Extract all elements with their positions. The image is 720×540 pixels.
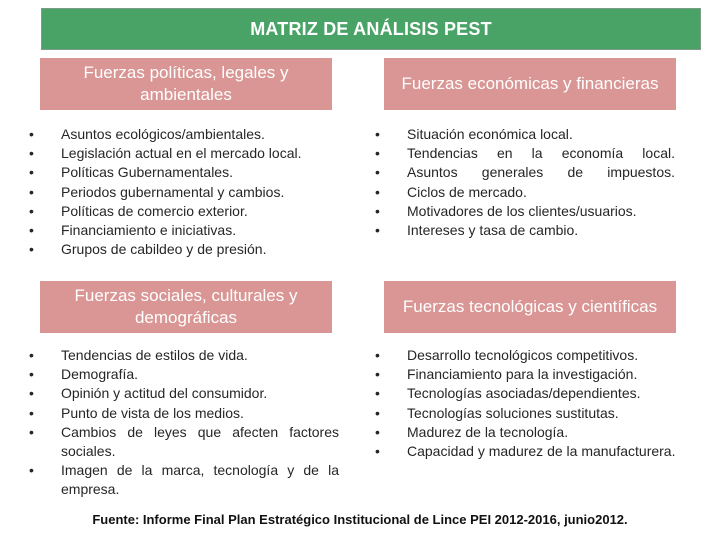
list-item: • Financiamiento e iniciativas. bbox=[29, 221, 339, 240]
list-item: • Asuntos ecológicos/ambientales. bbox=[29, 125, 339, 144]
bullet-icon: • bbox=[29, 241, 34, 258]
list-political-forces bbox=[29, 125, 339, 259]
bullet-icon: • bbox=[375, 164, 380, 181]
list-item: • Financiamiento para la investigación. bbox=[375, 365, 680, 384]
list-item: • Punto de vista de los medios. bbox=[29, 404, 339, 423]
list-item: • Motivadores de los clientes/usuarios. bbox=[375, 202, 675, 221]
bullet-icon: • bbox=[375, 222, 380, 239]
list-item: • Tendencias de estilos de vida. bbox=[29, 346, 339, 365]
list-item: • Ciclos de mercado. bbox=[375, 183, 675, 202]
list-item: • Demografía. bbox=[29, 365, 339, 384]
header-economic-forces: Fuerzas económicas y financieras bbox=[384, 58, 676, 110]
bullet-icon: • bbox=[375, 126, 380, 142]
list-item: • Opinión y actitud del consumidor. bbox=[29, 384, 339, 403]
list-item: • Imagen de la marca, tecnología y de la empresa. bbox=[29, 462, 339, 498]
list-social-forces bbox=[29, 346, 339, 500]
list-item: • Desarrollo tecnológicos competitivos. bbox=[375, 346, 680, 365]
bullet-icon: • bbox=[375, 183, 380, 200]
bullet-icon: • bbox=[29, 385, 34, 402]
bullet-icon: • bbox=[29, 183, 34, 200]
list-technological-forces bbox=[375, 346, 680, 461]
bullet-icon: • bbox=[375, 202, 380, 219]
bullet-icon: • bbox=[29, 462, 34, 479]
header-political-forces: Fuerzas políticas, legales y ambientales bbox=[40, 58, 332, 110]
bullet-icon: • bbox=[29, 366, 34, 383]
list-item: • Capacidad y madurez de la manufacturera. bbox=[375, 442, 680, 461]
source-note: Fuente: Informe Final Plan Estratégico Institucional de Lince PEI 2012-2016, junio2012. bbox=[92, 512, 628, 527]
bullet-icon: • bbox=[29, 164, 34, 181]
bullet-icon: • bbox=[375, 366, 380, 383]
list-item: • Asuntos generales de impuestos. bbox=[375, 163, 675, 182]
bullet-icon: • bbox=[375, 423, 380, 440]
list-item: • Periodos gubernamental y cambios. bbox=[29, 183, 339, 202]
list-item: • Tecnologías asociadas/dependientes. bbox=[375, 384, 680, 403]
bullet-icon: • bbox=[29, 404, 34, 421]
bullet-icon: • bbox=[375, 145, 380, 162]
list-item: • Tendencias en la economía local. bbox=[375, 144, 675, 163]
bullet-icon: • bbox=[29, 202, 34, 219]
list-item: • Legislación actual en el mercado local. bbox=[29, 144, 339, 163]
list-item: • Intereses y tasa de cambio. bbox=[375, 221, 675, 240]
list-item: • Grupos de cabildeo y de presión. bbox=[29, 240, 339, 259]
bullet-icon: • bbox=[29, 126, 34, 142]
bullet-icon: • bbox=[375, 385, 380, 402]
bullet-icon: • bbox=[29, 347, 34, 363]
bullet-icon: • bbox=[29, 222, 34, 239]
header-technological-forces: Fuerzas tecnológicas y científicas bbox=[384, 281, 676, 333]
list-item: • Madurez de la tecnología. bbox=[375, 423, 680, 442]
list-economic-forces bbox=[375, 125, 675, 240]
list-item: • Políticas de comercio exterior. bbox=[29, 202, 339, 221]
list-item: • Políticas Gubernamentales. bbox=[29, 163, 339, 182]
header-social-forces: Fuerzas sociales, culturales y demográficas bbox=[40, 281, 332, 333]
matrix-title: MATRIZ DE ANÁLISIS PEST bbox=[41, 8, 701, 50]
list-item: • Tecnologías soluciones sustitutas. bbox=[375, 404, 680, 423]
list-item: • Situación económica local. bbox=[375, 125, 675, 144]
bullet-icon: • bbox=[375, 347, 380, 363]
list-item: • Cambios de leyes que afecten factores sociales. bbox=[29, 423, 339, 460]
bullet-icon: • bbox=[29, 145, 34, 162]
bullet-icon: • bbox=[375, 404, 380, 421]
bullet-icon: • bbox=[29, 423, 34, 440]
bullet-icon: • bbox=[375, 443, 380, 460]
